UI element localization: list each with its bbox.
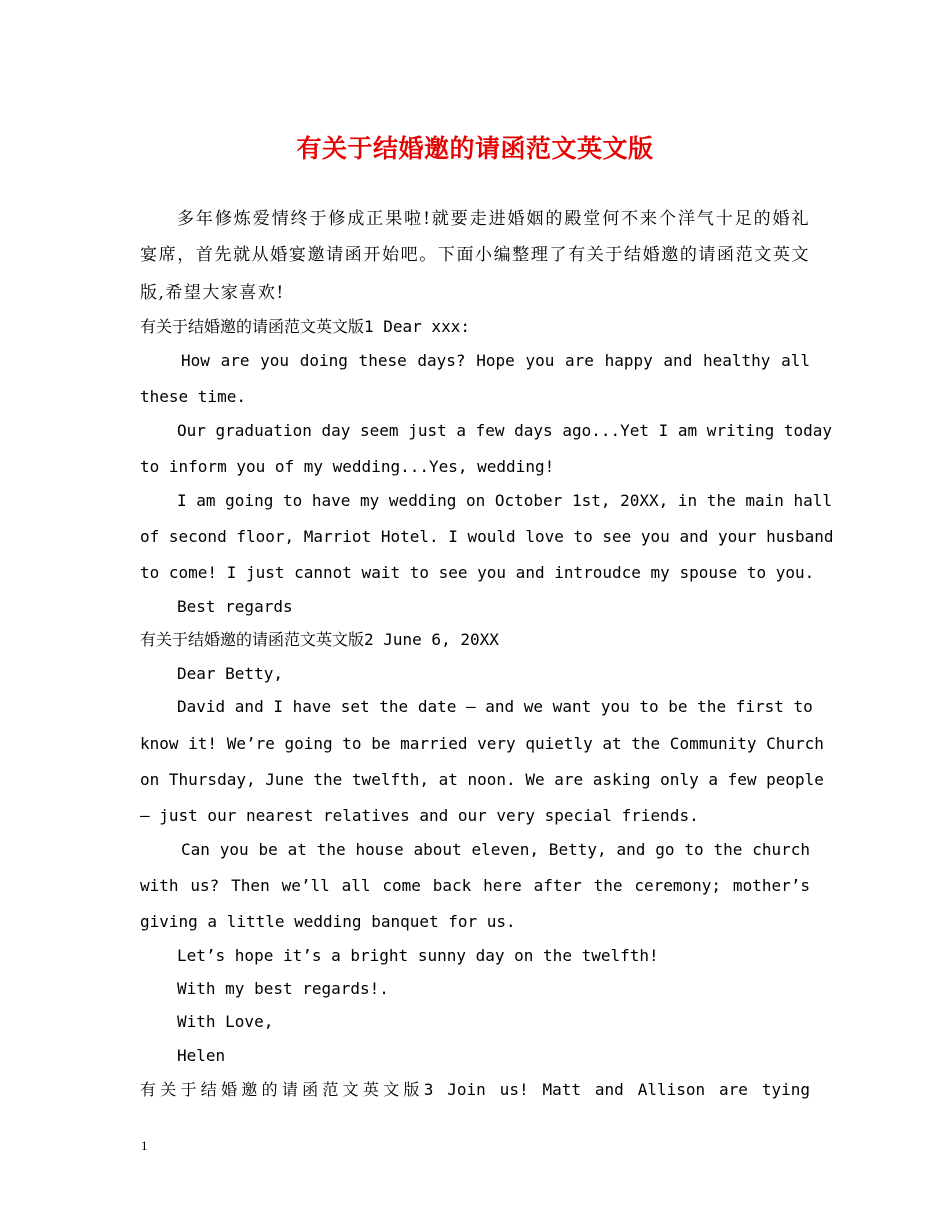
intro-line-2: 宴席，首先就从婚宴邀请函开始吧。下面小编整理了有关于结婚邀的请函范文英文 bbox=[140, 245, 810, 265]
body-line: With Love, bbox=[177, 1012, 274, 1031]
body-line: With my best regards!. bbox=[177, 979, 389, 998]
body-line: know it! We’re going to be married very quietly at the Community Church bbox=[140, 734, 824, 753]
section-heading-1: 有关于结婚邀的请函范文英文版1 Dear xxx: bbox=[140, 317, 470, 336]
intro-line-3: 版,希望大家喜欢! bbox=[140, 283, 285, 303]
body-line: to come! I just cannot wait to see you and introudce my spouse to you. bbox=[140, 563, 815, 582]
body-line: Can you be at the house about eleven, Betty, and go to the church bbox=[181, 840, 810, 859]
section-heading-3: 有关于结婚邀的请函范文英文版3 Join us! Matt and Allison are tying bbox=[140, 1080, 810, 1099]
body-line: these time. bbox=[140, 387, 246, 406]
body-line: I am going to have my wedding on October 1st, 20XX, in the main hall bbox=[177, 491, 833, 510]
body-line: — just our nearest relatives and our very special friends. bbox=[140, 806, 699, 825]
page-number: 1 bbox=[141, 1138, 148, 1153]
body-line: Our graduation day seem just a few days ago...Yet I am writing today bbox=[177, 421, 833, 440]
body-line: with us? Then we’ll all come back here after the ceremony; mother’s bbox=[140, 876, 810, 895]
body-line: Best regards bbox=[177, 597, 293, 616]
intro-line-1: 多年修炼爱情终于修成正果啦!就要走进婚姻的殿堂何不来个洋气十足的婚礼 bbox=[177, 209, 810, 229]
body-line: to inform you of my wedding...Yes, wedding! bbox=[140, 457, 555, 476]
page-title: 有关于结婚邀的请函范文英文版 bbox=[296, 134, 654, 163]
body-line: Dear Betty, bbox=[177, 664, 283, 683]
body-line: on Thursday, June the twelfth, at noon. We are asking only a few people bbox=[140, 770, 824, 789]
body-line: How are you doing these days? Hope you are happy and healthy all bbox=[181, 351, 810, 370]
body-line: Let’s hope it’s a bright sunny day on the twelfth! bbox=[177, 946, 659, 965]
body-line: of second floor, Marriot Hotel. I would love to see you and your husband bbox=[140, 527, 834, 546]
body-line: Helen bbox=[177, 1046, 226, 1065]
body-line: David and I have set the date — and we want you to be the first to bbox=[177, 697, 813, 716]
section-heading-2: 有关于结婚邀的请函范文英文版2 June 6, 20XX bbox=[140, 630, 499, 649]
body-line: giving a little wedding banquet for us. bbox=[140, 912, 516, 931]
